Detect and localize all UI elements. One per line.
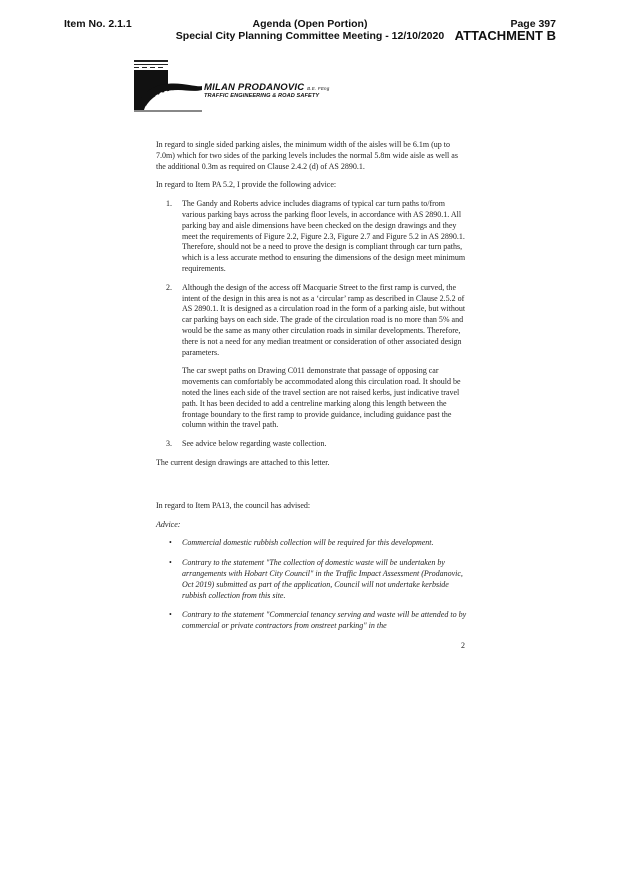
list-item: [156, 439, 468, 450]
item-number: Item No. 2.1.1: [64, 18, 132, 30]
spacer: [156, 477, 468, 501]
bullet-text: Contrary to the statement "The collection of domestic waste will be undertaken by arrangements with Hobart City Council" in the Traffic Impact Assessment (Prodanovic, Oct 2019) submitted as part of the application, Council will not undertake kerbside rubbish collection from this site.: [182, 558, 463, 600]
list-text: The Gandy and Roberts advice includes diagrams of typical car turn paths to/from various parking bays across the parking floor levels, in accordance with AS 2890.1. All parking bay and aisle dimensions have been checked on the design drawings and they meet the requirements of Figure 2.2, Figure 2.3, Figure 2.7 and Figure 5.2 in AS 2890.1. Therefore, should not be a need to prove the design is compliant through car turn paths, which is a less accurate method to ensuring the dimensions of the design meet minimum requirements.: [182, 199, 466, 273]
advice-label: Advice:: [156, 519, 181, 529]
list-item: [156, 283, 468, 431]
logo-name: MILAN PRODANOVIC: [204, 82, 305, 93]
bullet-item: [156, 610, 468, 632]
bullet-icon: •: [169, 538, 172, 548]
page-label: Page 397: [510, 18, 556, 30]
page-number: 2: [461, 641, 465, 650]
list-text: Although the design of the access off Macquarie Street to the first ramp is curved, the intent of the design in this area is not as a ‘circular’ ramp as described in Clause 2.5.2 of AS 2890.1. It is designed as a circulation road in the form of a parking aisle, but without car parking bays on each side. The grade of the circulation road is no more than 5% and would be the same as many other circulation roads in similar developments. Therefore, there is not a need for any median treatment or consideration of other associated design parameters.: [182, 282, 466, 357]
list-text: See advice below regarding waste collection.: [182, 439, 327, 449]
list-text-continued: The car swept paths on Drawing C011 demonstrate that passage of opposing car movements can comfortably be accommodated along this circulation road. It should be noted the lines each side of the travel section are not raised kerbs, just indicative travel path. It has been decided to add a centreline marking along this length between the frontage boundary to the first ramp to provide guidance, including guidance past the column within the travel path.: [182, 366, 461, 430]
agenda-header: [170, 18, 450, 42]
agenda-title: Agenda (Open Portion): [252, 18, 368, 30]
attachment-label: ATTACHMENT B: [454, 28, 556, 43]
list-number: 1.: [166, 199, 172, 209]
list-number: 2.: [166, 282, 172, 292]
bullet-item: [156, 558, 468, 601]
bullet-icon: •: [169, 558, 172, 568]
advice-list: [156, 199, 468, 450]
bullet-text: Commercial domestic rubbish collection will be required for this development.: [182, 538, 434, 548]
page-info: [455, 18, 556, 42]
company-logo: [134, 60, 334, 114]
list-number: 3.: [166, 439, 172, 449]
letter-body: [156, 140, 468, 641]
paragraph-current-drawings: The current design drawings are attached to this letter.: [156, 457, 330, 467]
paragraph-aisles: In regard to single sided parking aisles, the minimum width of the aisles will be 6.1m (up to 7.0m) which for two sides of the parking levels includes the normal 5.8m wide aisle as well as the additional 0.3m as required on Clause 2.4.2 (d) of AS 2890.1.: [156, 140, 458, 171]
advice-bullets: [156, 538, 468, 632]
list-item: [156, 199, 468, 275]
logo-subtitle: TRAFFIC ENGINEERING & ROAD SAFETY: [204, 93, 320, 99]
paragraph-item-pa13: In regard to Item PA13, the council has advised:: [156, 500, 311, 510]
paragraph-item-pa52: In regard to Item PA 5.2, I provide the following advice:: [156, 180, 337, 190]
bullet-item: [156, 538, 468, 549]
meeting-title: Special City Planning Committee Meeting - 12/10/2020: [175, 30, 445, 42]
logo-credentials: B.E. FEng: [307, 86, 330, 91]
bullet-text: Contrary to the statement "Commercial tenancy serving and waste will be attended to by commercial or private contractors from onstreet parking" in the: [182, 610, 467, 631]
bullet-icon: •: [169, 610, 172, 620]
logo-text: [204, 82, 329, 99]
